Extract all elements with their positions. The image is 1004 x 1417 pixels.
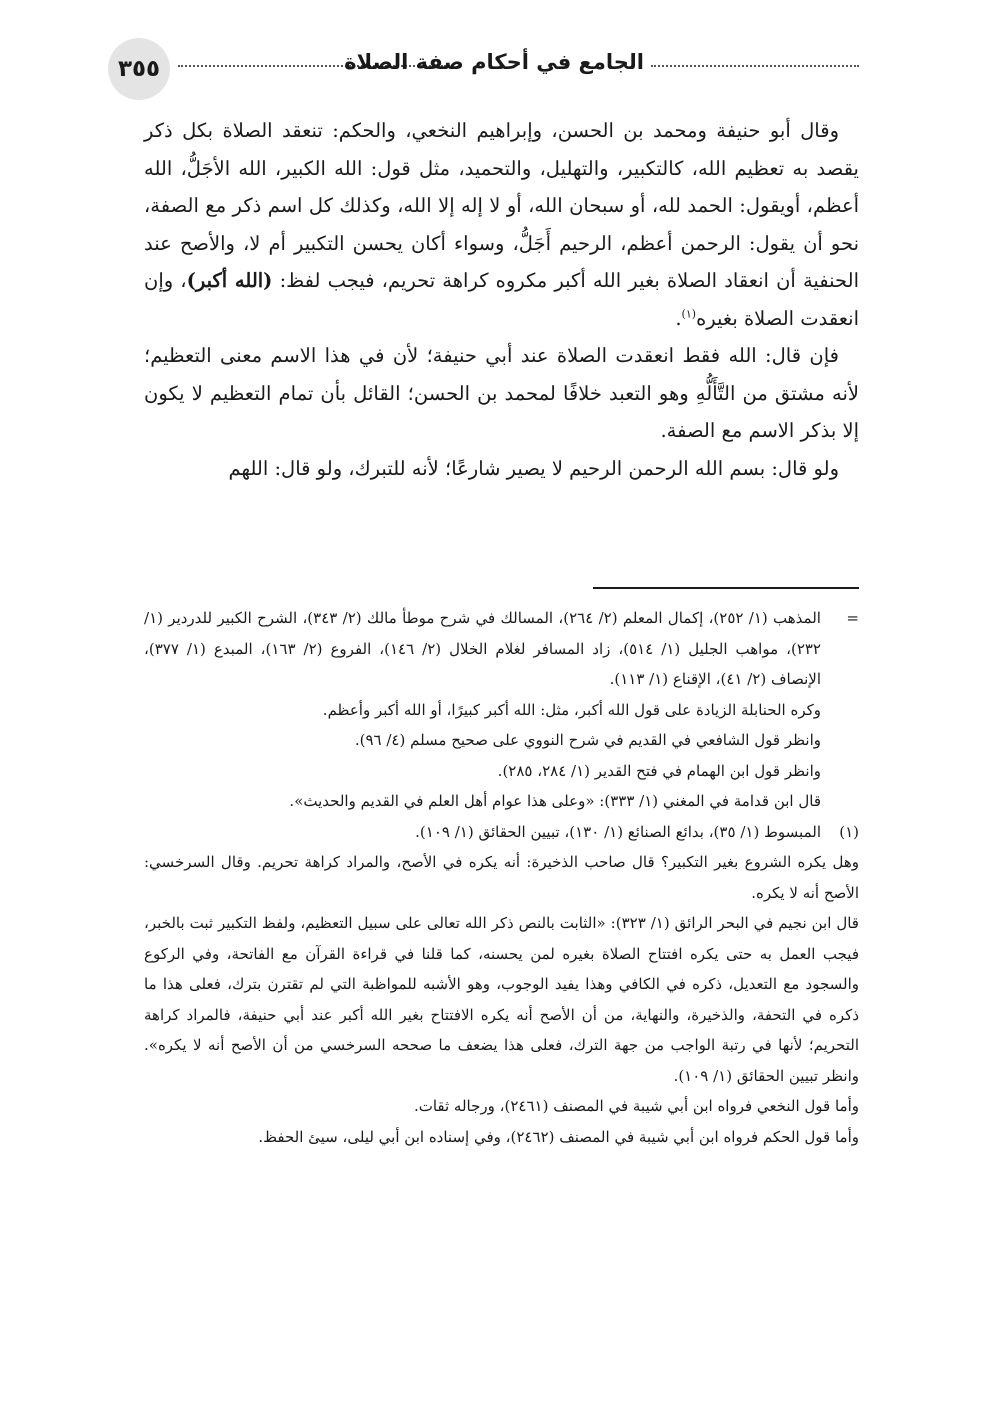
footnotes [144,603,859,1152]
footnote-line: وهل يكره الشروع بغير التكبير؟ قال صاحب الذخيرة: أنه يكره في الأصح، والمراد كراهة تحريم. وقال السرخسي: الأصح أنه لا يكره. [144,853,859,902]
footnote-line: وأما قول النخعي فرواه ابن أبي شيبة في المصنف (٢٤٦١)، ورجاله ثقات. [413,1097,859,1115]
footnote-line: وأما قول الحكم فرواه ابن أبي شيبة في المصنف (٢٤٦٢)، وفي إسناده ابن أبي ليلى، سيئ الحفظ. [258,1127,859,1146]
paragraph-1 [144,112,859,337]
paragraph-1-tail: ، وإن انعقدت الصلاة بغيره [144,269,859,330]
footnote-continuation [144,603,859,695]
paragraph-2: فإن قال: الله فقط انعقدت الصلاة عند أبي حنيفة؛ لأن في هذا الاسم معنى التعظيم؛ لأنه مشتق من التَّأَلُّهِ وهو التعبد خلافًا لمحمد بن الحسن؛ القائل بأن تمام التعظيم لا يكون إلا بذكر الاسم مع الصفة. [144,344,859,442]
footnote-1-marker: (١) [839,822,859,841]
main-text [144,112,859,487]
footnote-separator [593,587,859,589]
page-number: ٣٥٥ [108,38,170,100]
paragraph-3: ولو قال: بسم الله الرحمن الرحيم لا يصير شارعًا؛ لأنه للتبرك، ولو قال: اللهم [228,456,839,480]
footnote-line: قال ابن قدامة في المغني (١/ ٣٣٣): «وعلى هذا عوام أهل العلم في القديم والحديث». [289,792,821,810]
footnote-1-text: المبسوط (١/ ٣٥)، بدائع الصنائع (١/ ١٣٠)، تبيين الحقائق (١/ ١٠٩). [415,822,821,841]
footnote-1 [144,817,859,848]
header-dotted-rule-right [651,65,859,67]
running-title: الجامع في أحكام صفة الصلاة [344,50,644,74]
paragraph-1-bold-phrase: (الله أكبر) [186,269,273,292]
footnote-continuation-text: المذهب (١/ ٢٥٢)، إكمال المعلم (٢/ ٢٦٤)، المسالك في شرح موطأ مالك (٢/ ٣٤٣)، الشرح الكبير للدردير (١/ ٢٣٢)، مواهب الجليل (١/ ٥١٤)، زاد المسافر لغلام الخلال (٢/ ١٤٦)، الفروع (٢/ ١٦٣)، المبدع (١/ ٣٧٧)، الإنصاف (٢/ ٤١)، الإقناع (١/ ١١٣). [144,609,821,688]
paragraph-1-text: وقال أبو حنيفة ومحمد بن الحسن، وإبراهيم النخعي، والحكم: تنعقد الصلاة بكل ذكر يقصد به تعظيم الله، كالتكبير، والتهليل، والتحميد، مثل قول: الله الكبير، الله الأجَلُّ، الله أعظم، أويقول: الحمد لله، أو سبحان الله، أو لا إله إلا الله، وكذلك كل اسم ذكر مع الصفة، نحو أن يقول: الرحمن أعظم، الرحيم أَجَلُّ، وسواء أكان يحسن التكبير أم لا، والأصح عند الحنفية أن انعقاد الصلاة بغير الله أكبر مكروه كراهة تحريم، فيجب لفظ: [144,119,860,292]
footnote-line: وانظر قول ابن الهمام في فتح القدير (١/ ٢٨٤، ٢٨٥). [497,761,821,780]
footnote-line: قال ابن نجيم في البحر الرائق (١/ ٣٢٣): «الثابت بالنص ذكر الله تعالى على سبيل التعظيم، ولفظ التكبير ثبت بالخبر، فيجب العمل به حتى يكره افتتاح الصلاة بغيره لمن يحسنه، كما قلنا في قراءة القرآن مع الفاتحة، وفي الركوع والسجود مع التعديل، ذكره في الكافي وهذا يفيد الوجوب، وهو الأشبه للمواظبة التي لم تقترن بترك، فعلى هذا ما ذكره في التحفة، والذخيرة، والنهاية، من أن الأصح أنه يكره الافتتاح بغير الله أكبر عند أبي حنيفة، فالمراد كراهة التحريم؛ لأنها في رتبة الواجب من جهة الترك، فعلى هذا يضعف ما صححه السرخسي من أن الأصح أنه لا يكره». وانظر تبيين الحقائق (١/ ١٠٩). [144,914,859,1085]
page-header [108,38,859,100]
footnote-line: وانظر قول الشافعي في القديم في شرح النووي على صحيح مسلم (٤/ ٩٦). [354,731,821,749]
footnote-reference-1[interactable]: (١) [681,307,697,320]
paragraph-1-end: . [675,306,682,330]
footnote-continuation-marker: = [846,609,859,627]
footnote-line: وكره الحنابلة الزيادة على قول الله أكبر، مثل: الله أكبر كبيرًا، أو الله أكبر وأعظم. [322,700,821,719]
